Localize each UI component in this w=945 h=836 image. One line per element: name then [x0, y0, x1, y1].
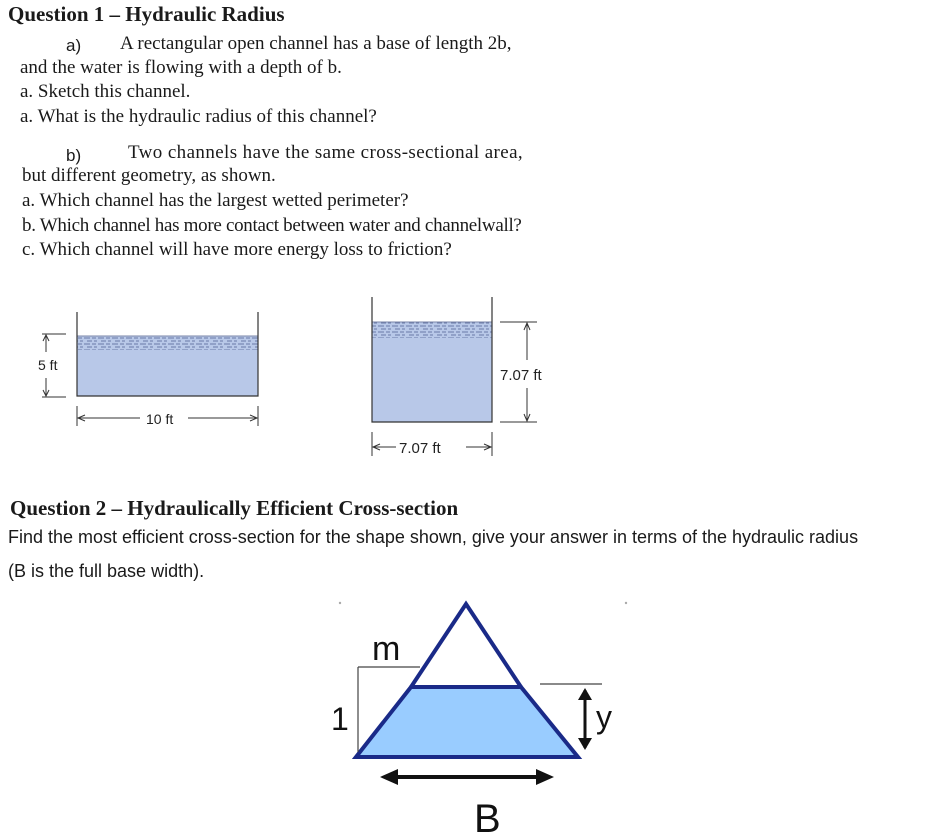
- part-b-label: b): [66, 146, 82, 165]
- part-b-line-2: but different geometry, as shown.: [22, 165, 276, 186]
- scan-dot: [625, 602, 627, 604]
- part-a-line-1: A rectangular open channel has a base of length 2b,: [120, 33, 512, 54]
- depth-label: 7.07 ft: [500, 367, 542, 384]
- question-2-title: Question 2 – Hydraulically Efficient Cross-section: [10, 496, 459, 520]
- question-1-title: Question 1 – Hydraulic Radius: [8, 2, 285, 26]
- question-2-line-1: Find the most efficient cross-section for the shape shown, give your answer in terms of the hydraulic radius: [8, 527, 859, 547]
- channel-side-extension: [411, 604, 521, 687]
- base-arrowhead-left: [380, 769, 398, 785]
- width-label: 7.07 ft: [399, 440, 441, 457]
- part-b-item-a: a. Which channel has the largest wetted perimeter?: [22, 190, 409, 211]
- part-b-item-c: c. Which channel will have more energy loss to friction?: [22, 239, 452, 260]
- part-a-item-1: a. Sketch this channel.: [20, 81, 191, 102]
- part-a-item-2: a. What is the hydraulic radius of this channel?: [20, 106, 377, 127]
- slope-rise-label: 1: [331, 701, 349, 737]
- width-label: 10 ft: [146, 411, 174, 427]
- base-arrowhead-right: [536, 769, 554, 785]
- depth-arrowhead-up: [578, 688, 592, 700]
- part-a-label: a): [66, 36, 82, 55]
- slope-run-label: m: [372, 630, 401, 668]
- depth-label: 5 ft: [38, 357, 58, 373]
- depth-arrowhead-down: [578, 738, 592, 750]
- part-b-line-1: Two channels have the same cross-sectional area,: [128, 142, 524, 163]
- scan-dot: [339, 602, 341, 604]
- question-2-line-2: (B is the full base width).: [8, 561, 205, 581]
- part-a-line-2: and the water is flowing with a depth of b.: [20, 57, 342, 78]
- part-b-item-b: b. Which channel has more contact between water and channelwall?: [22, 215, 522, 236]
- water-trapezoid: [356, 687, 578, 757]
- base-label: B: [474, 797, 501, 836]
- depth-label: y: [596, 699, 612, 735]
